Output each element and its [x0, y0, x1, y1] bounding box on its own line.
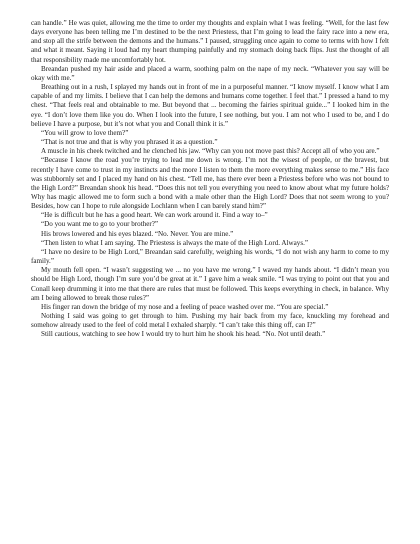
- paragraph-11: “Then listen to what I am saying. The Priestess is always the mate of the High Lord. Always.”: [41, 238, 309, 247]
- paragraph-10: His brows lowered and his eyes blazed. “No. Never. You are mine.”: [41, 229, 234, 238]
- paragraph-3: Breathing out in a rush, I splayed my hands out in front of me in a purposeful manner. “I know myself. I know what I am capable of and my limits. I believe that I can help the demons and humans come together. I feel that.” I pressed a hand to my chest. “That feels real and obtainable to me. But beyond that ... becoming the fairies spiritual guide...” I looked him in the eye. “I don’t love them like you do. When I look into the future, I see nothing, but you. I am not who I used to be, and I do believe I have a purpose, but it’s not what you and Conall think it is.”: [31, 83, 389, 128]
- paragraph-5: “That is not true and that is why you phrased it as a question.”: [41, 138, 218, 147]
- paragraph-9: “Do you want me to go to your brother?”: [41, 220, 159, 229]
- paragraph-12: “I have no desire to be High Lord,” Breandan said carefully, weighing his words, “I do not wish any harm to come to my family.”: [31, 247, 389, 266]
- paragraph-2: Breandan pushed my hair aside and placed a warm, soothing palm on the nape of my neck. “Whatever you say will be okay with me.”: [31, 64, 389, 82]
- paragraph-13: My mouth fell open. “I wasn’t suggesting we ... no you have me wrong.” I waved my hands about. “I didn’t mean you should be High Lord, though I’m sure you’d be great at it.” I gave him a weak smile. “I was trying to point out that you and Conall keep drumming it into me that there are rules that must be followed. This keeps everything in check, in balance. Why am I being allowed to break those rules?”: [31, 266, 389, 302]
- paragraph-15: Nothing I said was going to get through to him. Pushing my hair back from my face, knuckling my forehead and somehow already used to the feel of cold metal I exhaled sharply. “I can’t take this thing off, can I?”: [31, 312, 389, 330]
- paragraph-14: His finger ran down the bridge of my nose and a feeling of peace washed over me. “You are special.”: [41, 302, 329, 311]
- paragraph-7: “Because I know the road you’re trying to lead me down is wrong. I’m not the wisest of people, or the bravest, but recently I have come to trust in my instincts and the more I listen to them the more everything makes sense to me.” His face was stubbornly set and I placed my hand on his chest. “Tell me, has there ever been a Priestess before who was not bound to the High Lord?” Breandan shook his head. “Does this not tell you everything you need to know about what my future holds? Why has magic allowed me to form such a bond with a male other than the High Lord? Does that not seem wrong to you? Besides, how can I hope to rule alongside Lochlann when I can barely stand him?”: [31, 156, 389, 211]
- paragraph-6: A muscle in his cheek twitched and he clenched his jaw. “Why can you not move past this? Accept all of who you are.”: [41, 147, 380, 156]
- paragraph-1: can handle.” He was quiet, allowing me the time to order my thoughts and explain what I was feeling. “Well, for the last few days everyone has been telling me I’m destined to be the next Priestess, that I’m going to lead the fairy race into a new era, and stop all the strife between the demons and the humans.” I paused, struggling once again to come to terms with how I felt and what it meant. Saying it loud had my heart thumping painfully and my stomach doing back flips. Just the thought of all that responsibility made me uncomfortably hot.: [31, 19, 389, 64]
- paragraph-8: “He is difficult but he has a good heart. We can work around it. Find a way to–”: [41, 211, 268, 220]
- paragraph-4: “You will grow to love them?”: [41, 128, 129, 137]
- paragraph-16: Still cautious, watching to see how I would try to hurt him he shook his head. “No. Not until death.”: [41, 330, 326, 339]
